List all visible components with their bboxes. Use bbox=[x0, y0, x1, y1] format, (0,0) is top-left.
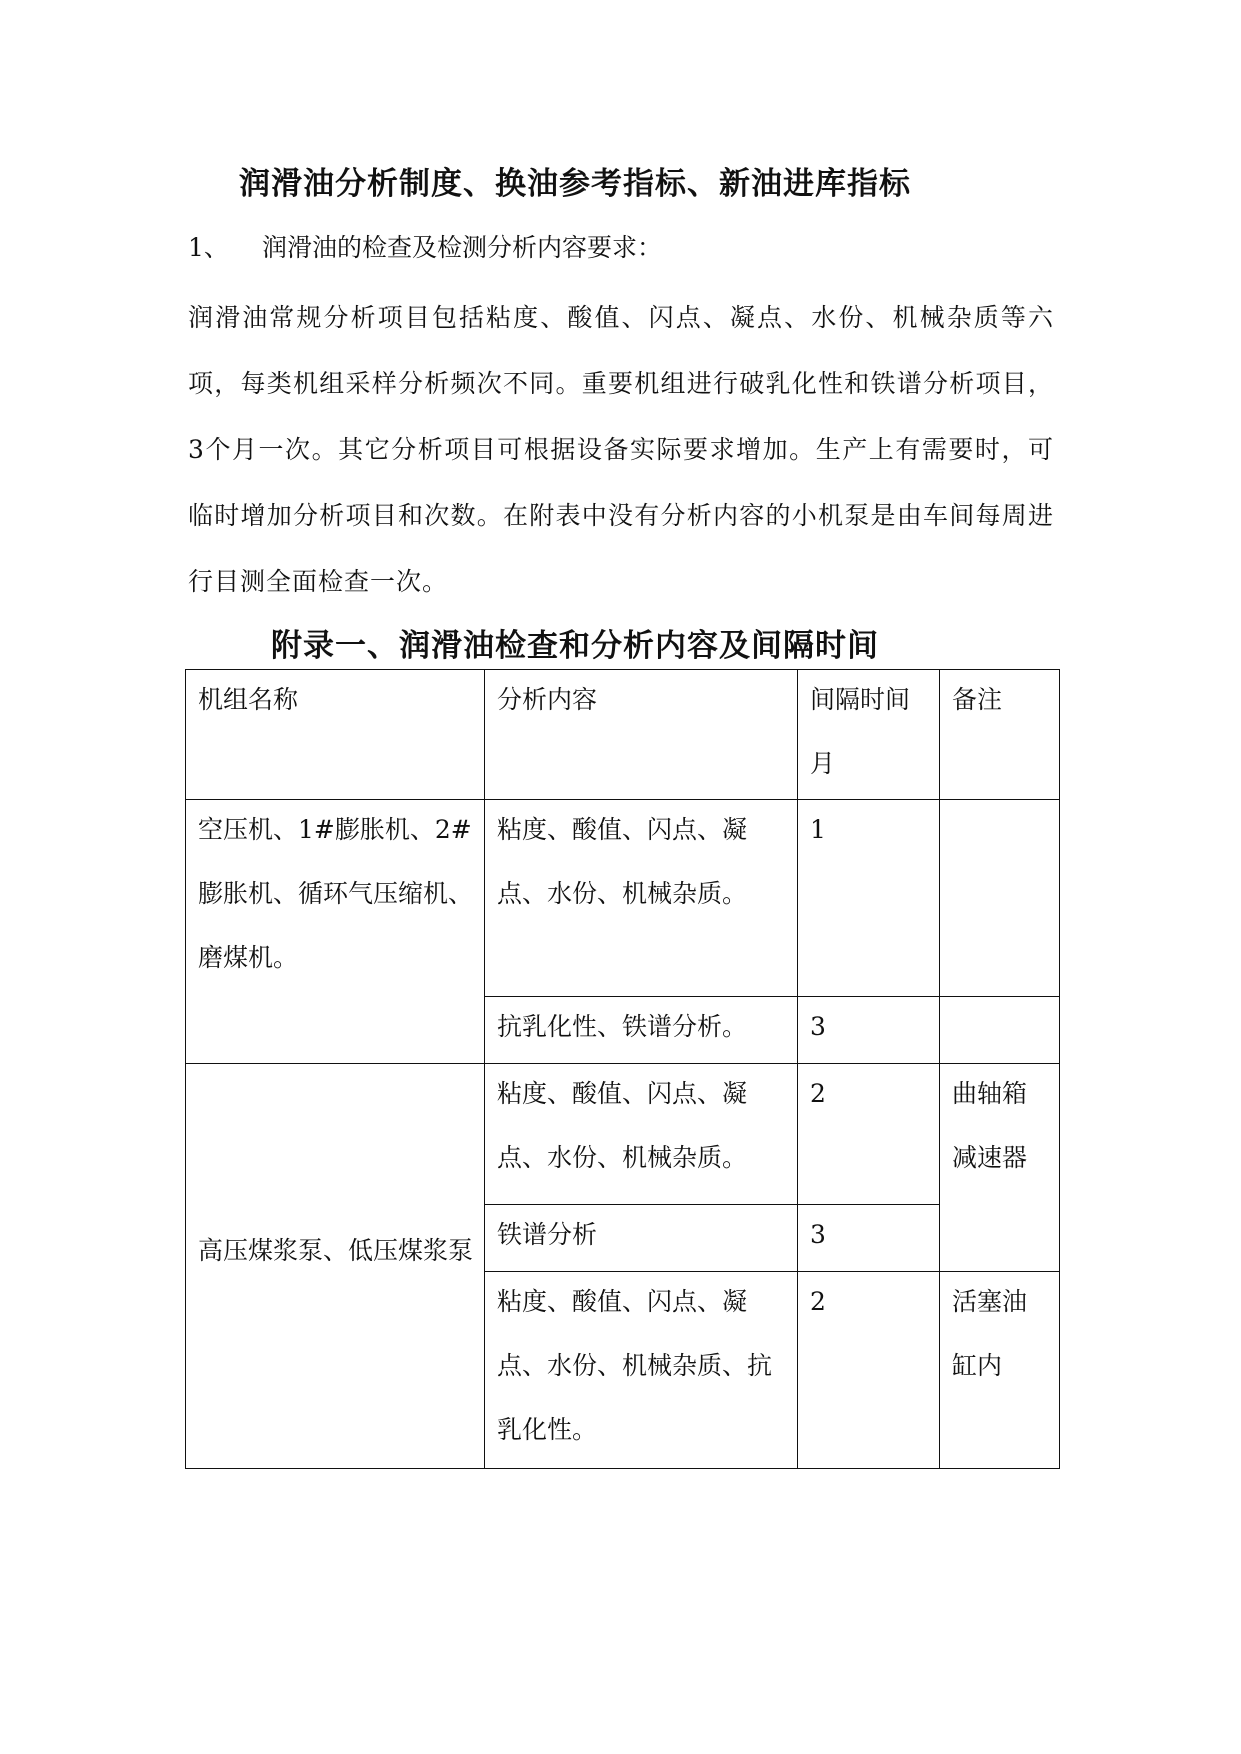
interval-cell: 3 bbox=[798, 1205, 940, 1272]
unit-cell: 高压煤浆泵、低压煤浆泵 bbox=[186, 1064, 485, 1469]
table-row bbox=[186, 1064, 1060, 1205]
table-row bbox=[186, 800, 1060, 997]
table-header-row bbox=[186, 670, 1060, 800]
header-cell-unit: 机组名称 bbox=[186, 670, 485, 800]
content-cell: 粘度、酸值、闪点、凝点、水份、机械杂质、抗乳化性。 bbox=[485, 1272, 798, 1469]
analysis-table bbox=[185, 669, 1060, 1469]
content-cell: 抗乳化性、铁谱分析。 bbox=[485, 997, 798, 1064]
remark-cell bbox=[940, 800, 1060, 997]
interval-cell: 1 bbox=[798, 800, 940, 997]
header-cell-interval: 间隔时间月 bbox=[798, 670, 940, 800]
remark-cell: 活塞油缸内 bbox=[940, 1272, 1060, 1469]
unit-cell: 空压机、1#膨胀机、2#膨胀机、循环气压缩机、磨煤机。 bbox=[186, 800, 485, 1064]
section-heading bbox=[188, 228, 662, 264]
content-cell: 铁谱分析 bbox=[485, 1205, 798, 1272]
document-title: 润滑油分析制度、换油参考指标、新油进库指标 bbox=[239, 166, 911, 202]
content-cell: 粘度、酸值、闪点、凝点、水份、机械杂质。 bbox=[485, 1064, 798, 1205]
header-cell-content: 分析内容 bbox=[485, 670, 798, 800]
appendix-title: 附录一、润滑油检查和分析内容及间隔时间 bbox=[271, 628, 879, 664]
interval-cell: 2 bbox=[798, 1272, 940, 1469]
interval-cell: 3 bbox=[798, 997, 940, 1064]
section-number: 1、 bbox=[188, 233, 229, 262]
header-cell-remark: 备注 bbox=[940, 670, 1060, 800]
remark-cell: 曲轴箱减速器 bbox=[940, 1064, 1060, 1272]
remark-cell bbox=[940, 997, 1060, 1064]
body-paragraph: 润滑油常规分析项目包括粘度、酸值、闪点、凝点、水份、机械杂质等六项，每类机组采样分析频次不同。重要机组进行破乳化性和铁谱分析项目，3个月一次。其它分析项目可根据设备实际要求增加。生产上有需要时，可临时增加分析项目和次数。在附表中没有分析内容的小机泵是由车间每周进行目测全面检查一次。 bbox=[188, 303, 1054, 596]
content-cell: 粘度、酸值、闪点、凝点、水份、机械杂质。 bbox=[485, 800, 798, 997]
section-heading-text: 润滑油的检查及检测分析内容要求： bbox=[262, 233, 663, 262]
interval-cell: 2 bbox=[798, 1064, 940, 1205]
